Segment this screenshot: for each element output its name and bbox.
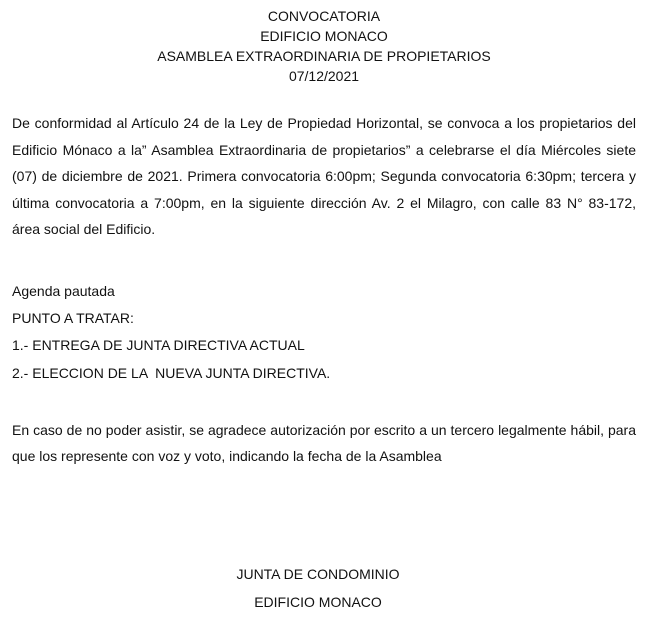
- agenda-item: 1.- ENTREGA DE JUNTA DIRECTIVA ACTUAL: [12, 337, 305, 353]
- proxy-paragraph: En caso de no poder asistir, se agradece autorización por escrito a un tercero legalmente hábil, para que los represente con voz y voto, indicando la fecha de la Asamblea: [12, 422, 636, 464]
- header-date: 07/12/2021: [288, 68, 360, 84]
- header-building-name: EDIFICIO MONACO: [260, 28, 388, 44]
- document-header: [0, 6, 648, 86]
- document-footer: [0, 560, 636, 616]
- topics-label: PUNTO A TRATAR:: [12, 310, 134, 326]
- agenda-label: Agenda pautada: [12, 283, 115, 299]
- header-assembly-type: ASAMBLEA EXTRAORDINARIA DE PROPIETARIOS: [157, 48, 491, 64]
- footer-signatory: JUNTA DE CONDOMINIO: [236, 566, 400, 582]
- agenda-item: 2.- ELECCION DE LA NUEVA JUNTA DIRECTIVA.: [12, 365, 331, 381]
- header-title: CONVOCATORIA: [267, 8, 381, 24]
- footer-building-name: EDIFICIO MONACO: [254, 594, 382, 610]
- convocation-paragraph: De conformidad al Artículo 24 de la Ley de Propiedad Horizontal, se convoca a los propietarios del Edificio Mónaco a la” Asamblea Extraordinaria de propietarios” a celebrarse el día Miércoles siete (07) de diciembre de 2021. Primera convocatoria 6:00pm; Segunda convocatoria 6:30pm; tercera y última convocatoria a 7:00pm, en la siguiente dirección Av. 2 el Milagro, con calle 83 N° 83-172, área social del Edificio.: [12, 115, 636, 237]
